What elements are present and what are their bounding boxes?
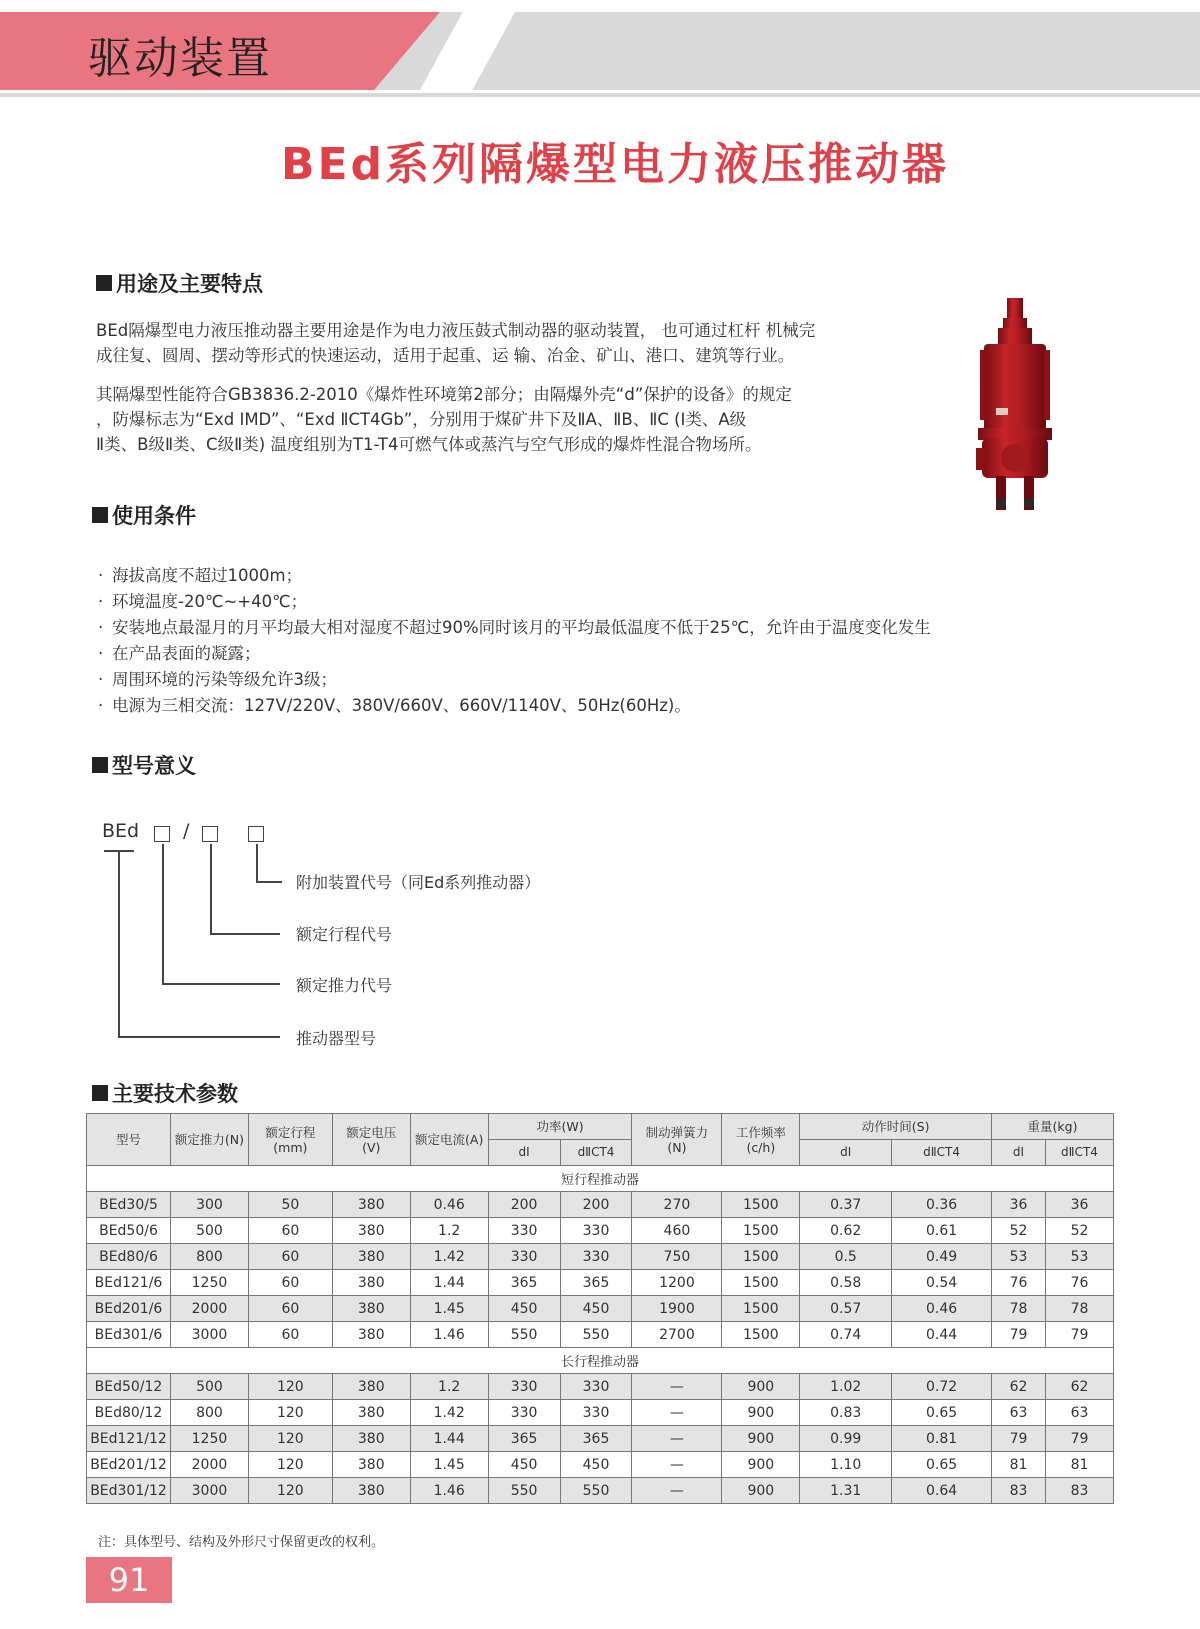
table-row	[87, 1218, 1114, 1244]
table-cell: 79	[1045, 1322, 1113, 1348]
table-cell: 900	[722, 1426, 800, 1452]
table-cell: 1.46	[410, 1322, 488, 1348]
col-header-voltage-unit: (V)	[362, 1139, 381, 1155]
condition-item: · 海拔高度不超过1000m；	[96, 563, 1096, 589]
table-cell: 1500	[722, 1244, 800, 1270]
col-header-spring-label: 制动弹簧力	[645, 1124, 709, 1140]
table-cell: 380	[332, 1322, 410, 1348]
table-cell: 1500	[722, 1192, 800, 1218]
table-cell: 120	[248, 1426, 332, 1452]
specs-heading-text: 主要技术参数	[112, 1082, 238, 1106]
col-header-spring	[632, 1114, 722, 1166]
table-cell: 81	[992, 1452, 1046, 1478]
table-cell: 0.54	[892, 1270, 992, 1296]
conditions-list	[96, 563, 1096, 719]
table-cell: BEd50/12	[87, 1374, 171, 1400]
heading-square-icon	[92, 1085, 108, 1101]
section-title: 驱动装置	[88, 33, 272, 84]
table-cell: 120	[248, 1452, 332, 1478]
table-cell: 1.2	[410, 1218, 488, 1244]
table-cell: 1500	[722, 1296, 800, 1322]
model-meaning-heading	[92, 750, 196, 780]
table-row	[87, 1192, 1114, 1218]
table-cell: 0.74	[800, 1322, 892, 1348]
table-cell: 380	[332, 1426, 410, 1452]
table-cell: 36	[992, 1192, 1046, 1218]
table-cell: BEd121/12	[87, 1426, 171, 1452]
table-cell: 0.81	[892, 1426, 992, 1452]
table-cell: 0.46	[892, 1296, 992, 1322]
table-cell: 380	[332, 1192, 410, 1218]
table-cell: 0.83	[800, 1400, 892, 1426]
table-cell: 330	[488, 1374, 560, 1400]
table-cell: 550	[488, 1478, 560, 1504]
footnote: 注：具体型号、结构及外形尺寸保留更改的权利。	[98, 1535, 385, 1550]
table-row	[87, 1296, 1114, 1322]
table-row	[87, 1270, 1114, 1296]
table-cell: 550	[560, 1478, 632, 1504]
table-cell: 1500	[722, 1218, 800, 1244]
table-cell: 0.36	[892, 1192, 992, 1218]
table-cell: —	[632, 1426, 722, 1452]
specs-table	[86, 1113, 1114, 1504]
table-cell: 900	[722, 1452, 800, 1478]
features-p2-line2: ，防爆标志为“Exd IMD”、“Exd ⅡCT4Gb”，分别用于煤矿井下及ⅡA、ⅡB、ⅡC (Ⅰ类、A级	[96, 410, 747, 429]
table-cell: 0.72	[892, 1374, 992, 1400]
table-cell: 450	[488, 1296, 560, 1322]
col-header-voltage-label: 额定电压	[346, 1124, 397, 1140]
table-cell: 36	[1045, 1192, 1113, 1218]
table-cell: 380	[332, 1374, 410, 1400]
table-cell: 0.57	[800, 1296, 892, 1322]
conditions-heading	[92, 500, 196, 530]
table-cell: 380	[332, 1452, 410, 1478]
table-cell: 1200	[632, 1270, 722, 1296]
table-cell: 52	[992, 1218, 1046, 1244]
table-cell: 500	[170, 1218, 248, 1244]
table-cell: 330	[560, 1218, 632, 1244]
table-cell: 60	[248, 1244, 332, 1270]
table-cell: 83	[1045, 1478, 1113, 1504]
conditions-heading-text: 使用条件	[112, 504, 196, 528]
table-cell: 0.46	[410, 1192, 488, 1218]
sub-header-power-d2: dⅡCT4	[560, 1140, 632, 1166]
table-cell: 750	[632, 1244, 722, 1270]
extra-vertical-line	[256, 844, 258, 882]
thrust-code-box	[154, 826, 170, 842]
table-cell: 800	[170, 1244, 248, 1270]
table-cell: 79	[992, 1322, 1046, 1348]
stroke-horizontal-line	[210, 933, 280, 935]
table-cell: 550	[488, 1322, 560, 1348]
table-cell: 380	[332, 1478, 410, 1504]
features-p1-line2: 成往复、圆周、摆动等形式的快速运动，适用于起重、运 输、冶金、矿山、港口、建筑等行业。	[96, 346, 795, 365]
table-cell: 0.62	[800, 1218, 892, 1244]
table-cell: 76	[992, 1270, 1046, 1296]
condition-item: · 环境温度-20℃~+40℃；	[96, 589, 1096, 615]
table-cell: 380	[332, 1218, 410, 1244]
page-title: BEd系列隔爆型电力液压推动器	[280, 139, 950, 190]
table-cell: 1.45	[410, 1296, 488, 1322]
sub-header-time-d1: dⅠ	[800, 1140, 892, 1166]
model-code-prefix: BEd	[102, 820, 140, 842]
table-row	[87, 1426, 1114, 1452]
stroke-code-label: 额定行程代号	[296, 925, 393, 944]
table-cell: 1.44	[410, 1270, 488, 1296]
table-cell: 800	[170, 1400, 248, 1426]
features-heading	[96, 268, 263, 298]
page-number: 91	[86, 1557, 172, 1603]
table-cell: 1.45	[410, 1452, 488, 1478]
table-cell: 1.02	[800, 1374, 892, 1400]
table-cell: 1900	[632, 1296, 722, 1322]
sub-header-power-d1: dⅠ	[488, 1140, 560, 1166]
table-cell: 63	[1045, 1400, 1113, 1426]
table-cell: 53	[1045, 1244, 1113, 1270]
table-cell: 330	[488, 1400, 560, 1426]
table-cell: 52	[1045, 1218, 1113, 1244]
table-cell: 60	[248, 1218, 332, 1244]
table-cell: —	[632, 1452, 722, 1478]
stroke-code-box	[202, 826, 218, 842]
table-cell: 78	[992, 1296, 1046, 1322]
table-cell: BEd80/6	[87, 1244, 171, 1270]
col-header-time: 动作时间(S)	[800, 1114, 992, 1140]
table-cell: 62	[1045, 1374, 1113, 1400]
table-cell: BEd50/6	[87, 1218, 171, 1244]
table-cell: BEd30/5	[87, 1192, 171, 1218]
heading-square-icon	[92, 757, 108, 773]
extra-code-label: 附加装置代号（同Ed系列推动器）	[296, 873, 541, 892]
table-cell: 330	[560, 1374, 632, 1400]
table-cell: 365	[560, 1426, 632, 1452]
table-cell: 200	[560, 1192, 632, 1218]
table-cell: 0.65	[892, 1452, 992, 1478]
sub-header-weight-d1: dⅠ	[992, 1140, 1046, 1166]
table-cell: 900	[722, 1478, 800, 1504]
group-short-stroke: 短行程推动器	[87, 1166, 1114, 1192]
table-cell: 380	[332, 1270, 410, 1296]
group-long-stroke: 长行程推动器	[87, 1348, 1114, 1374]
table-cell: 60	[248, 1322, 332, 1348]
extra-code-box	[248, 826, 264, 842]
header-band	[0, 0, 1200, 100]
table-cell: 79	[992, 1426, 1046, 1452]
col-header-stroke: 额定行程(mm)	[248, 1114, 332, 1166]
table-cell: BEd121/6	[87, 1270, 171, 1296]
col-header-power: 功率(W)	[488, 1114, 632, 1140]
thrust-code-label: 额定推力代号	[296, 976, 393, 995]
table-cell: BEd301/6	[87, 1322, 171, 1348]
table-cell: 81	[1045, 1452, 1113, 1478]
table-cell: 450	[488, 1452, 560, 1478]
table-cell: 900	[722, 1400, 800, 1426]
table-cell: 0.64	[892, 1478, 992, 1504]
table-row	[87, 1452, 1114, 1478]
table-cell: 330	[488, 1244, 560, 1270]
thrust-horizontal-line	[162, 983, 280, 985]
stroke-vertical-line	[210, 844, 212, 934]
table-cell: 380	[332, 1400, 410, 1426]
features-p1-line1: BEd隔爆型电力液压推动器主要用途是作为电力液压鼓式制动器的驱动装置， 也可通过杠杆 机械完	[96, 321, 816, 340]
table-cell: 60	[248, 1296, 332, 1322]
heading-square-icon	[92, 507, 108, 523]
table-cell: 1.42	[410, 1400, 488, 1426]
table-cell: 76	[1045, 1270, 1113, 1296]
col-header-spring-unit: (N)	[667, 1139, 687, 1155]
table-cell: 0.65	[892, 1400, 992, 1426]
specs-heading	[92, 1078, 238, 1108]
model-code-slash: /	[183, 820, 190, 842]
table-cell: 380	[332, 1296, 410, 1322]
table-cell: 1500	[722, 1270, 800, 1296]
table-cell: 200	[488, 1192, 560, 1218]
features-heading-text: 用途及主要特点	[116, 272, 263, 296]
table-cell: 1500	[722, 1322, 800, 1348]
table-cell: 1.31	[800, 1478, 892, 1504]
table-cell: 120	[248, 1374, 332, 1400]
features-p2-line1: 其隔爆型性能符合GB3836.2-2010《爆炸性环境第2部分；由隔爆外壳“d”保护的设备》的规定	[96, 385, 792, 404]
table-cell: 83	[992, 1478, 1046, 1504]
table-cell: 62	[992, 1374, 1046, 1400]
table-cell: BEd201/6	[87, 1296, 171, 1322]
table-cell: —	[632, 1374, 722, 1400]
features-paragraph-1	[96, 318, 946, 368]
type-horizontal-line	[118, 1036, 280, 1038]
condition-item-continuation: · 在产品表面的凝露；	[96, 641, 1096, 667]
table-row	[87, 1478, 1114, 1504]
col-header-voltage	[332, 1114, 410, 1166]
extra-horizontal-line	[256, 881, 282, 883]
table-cell: BEd201/12	[87, 1452, 171, 1478]
table-cell: 0.44	[892, 1322, 992, 1348]
table-cell: BEd301/12	[87, 1478, 171, 1504]
features-p2-line3: Ⅱ类、B级Ⅱ类、C级Ⅱ类) 温度组别为T1-T4可燃气体或蒸汽与空气形成的爆炸性混合物场所。	[96, 435, 762, 454]
table-cell: 3000	[170, 1322, 248, 1348]
table-cell: 450	[560, 1296, 632, 1322]
table-cell: 1250	[170, 1270, 248, 1296]
condition-item: · 电源为三相交流：127V/220V、380V/660V、660V/1140V、50Hz(60Hz)。	[96, 693, 1096, 719]
thrust-vertical-line	[162, 844, 164, 984]
table-cell: 365	[560, 1270, 632, 1296]
table-cell: —	[632, 1478, 722, 1504]
features-paragraph-2	[96, 382, 946, 457]
table-cell: 450	[560, 1452, 632, 1478]
condition-item: · 安装地点最湿月的月平均最大相对湿度不超过90%同时该月的平均最低温度不低于25℃，允许由于温度变化发生	[96, 615, 1096, 641]
col-header-current: 额定电流(A)	[410, 1114, 488, 1166]
table-cell: 380	[332, 1244, 410, 1270]
table-cell: 2000	[170, 1296, 248, 1322]
table-cell: 365	[488, 1426, 560, 1452]
table-cell: —	[632, 1400, 722, 1426]
table-cell: 460	[632, 1218, 722, 1244]
table-cell: 0.5	[800, 1244, 892, 1270]
table-cell: BEd80/12	[87, 1400, 171, 1426]
type-label: 推动器型号	[296, 1029, 377, 1048]
table-cell: 120	[248, 1478, 332, 1504]
heading-square-icon	[96, 275, 112, 291]
product-image	[970, 298, 1060, 518]
col-header-freq: 工作频率(c/h)	[722, 1114, 800, 1166]
table-cell: 2700	[632, 1322, 722, 1348]
specs-table-body	[87, 1166, 1114, 1504]
table-row	[87, 1400, 1114, 1426]
condition-item: · 周围环境的污染等级允许3级；	[96, 667, 1096, 693]
table-cell: 1250	[170, 1426, 248, 1452]
table-cell: 60	[248, 1270, 332, 1296]
table-cell: 78	[1045, 1296, 1113, 1322]
col-header-thrust: 额定推力(N)	[170, 1114, 248, 1166]
table-cell: 1.10	[800, 1452, 892, 1478]
table-cell: 1.42	[410, 1244, 488, 1270]
table-cell: 0.37	[800, 1192, 892, 1218]
table-row	[87, 1322, 1114, 1348]
table-cell: 2000	[170, 1452, 248, 1478]
col-header-model: 型号	[87, 1114, 171, 1166]
sub-header-weight-d2: dⅡCT4	[1045, 1140, 1113, 1166]
table-cell: 365	[488, 1270, 560, 1296]
table-cell: 3000	[170, 1478, 248, 1504]
sub-header-time-d2: dⅡCT4	[892, 1140, 992, 1166]
table-cell: 330	[488, 1218, 560, 1244]
table-cell: 0.58	[800, 1270, 892, 1296]
table-cell: 500	[170, 1374, 248, 1400]
model-meaning-heading-text: 型号意义	[112, 754, 196, 778]
table-cell: 1.44	[410, 1426, 488, 1452]
table-cell: 0.99	[800, 1426, 892, 1452]
table-cell: 63	[992, 1400, 1046, 1426]
table-cell: 120	[248, 1400, 332, 1426]
table-cell: 900	[722, 1374, 800, 1400]
table-row	[87, 1374, 1114, 1400]
table-cell: 50	[248, 1192, 332, 1218]
table-cell: 550	[560, 1322, 632, 1348]
header-rule	[0, 93, 1200, 97]
table-cell: 330	[560, 1400, 632, 1426]
table-row	[87, 1244, 1114, 1270]
table-cell: 330	[560, 1244, 632, 1270]
table-cell: 53	[992, 1244, 1046, 1270]
table-cell: 270	[632, 1192, 722, 1218]
type-vertical-line	[118, 850, 120, 1037]
table-cell: 0.49	[892, 1244, 992, 1270]
table-cell: 1.46	[410, 1478, 488, 1504]
table-cell: 79	[1045, 1426, 1113, 1452]
table-cell: 1.2	[410, 1374, 488, 1400]
table-cell: 0.61	[892, 1218, 992, 1244]
table-cell: 300	[170, 1192, 248, 1218]
col-header-weight: 重量(kg)	[992, 1114, 1114, 1140]
